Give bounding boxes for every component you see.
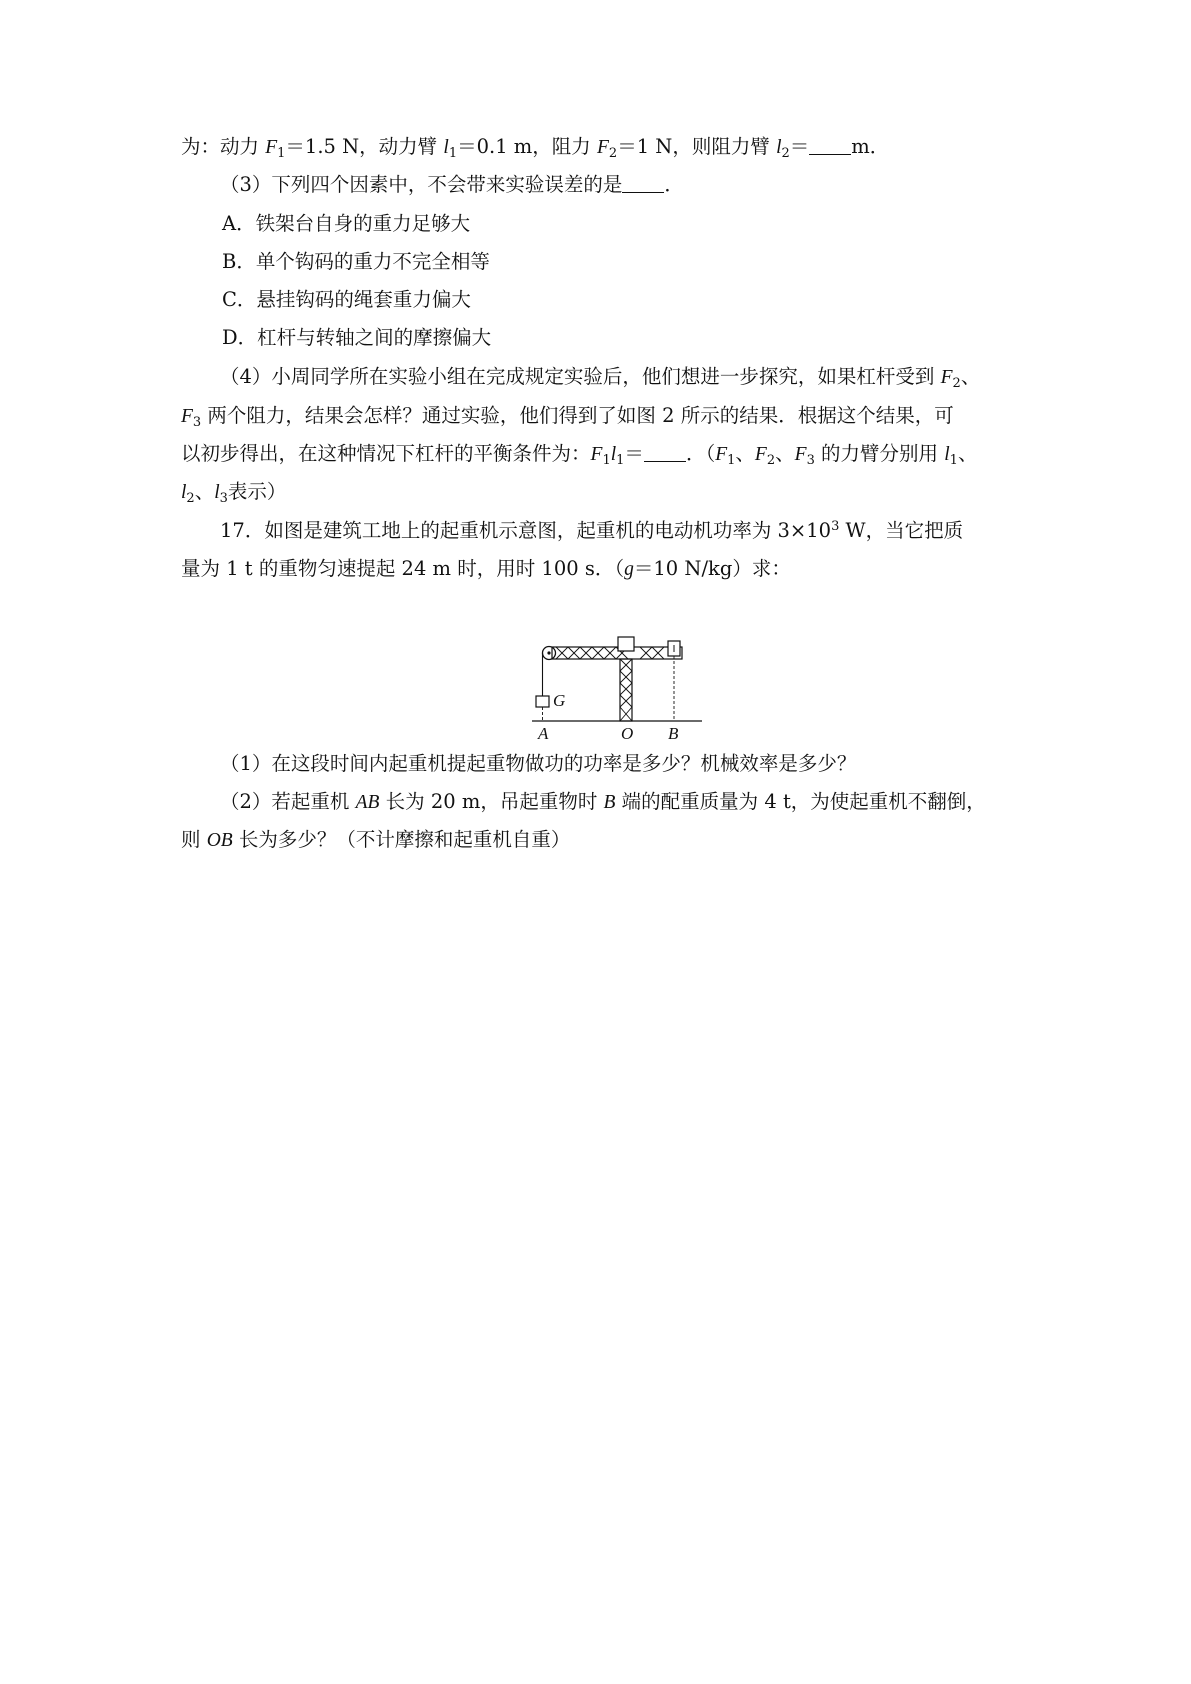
sub-question-1: （1）在这段时间内起重机提起重物做功的功率是多少？机械效率是多少？ — [220, 752, 857, 775]
boom-lattice — [556, 647, 664, 659]
answer-blank — [644, 443, 686, 462]
tower-lattice — [620, 659, 632, 721]
option-b: B．单个钩码的重力不完全相等 — [222, 250, 490, 273]
answer-blank — [809, 136, 851, 155]
problem-17-line-2: 量为 1 t 的重物匀速提起 24 m 时，用时 100 s．（g＝10 N/kg）求： — [181, 557, 791, 580]
crane-diagram — [532, 633, 712, 743]
crane-cab — [618, 637, 634, 651]
option-d: D．杠杆与转轴之间的摩擦偏大 — [222, 326, 492, 349]
answer-blank — [622, 174, 664, 193]
sub-question-2-line-1: （2）若起重机 AB 长为 20 m，吊起重物时 B 端的配重质量为 4 t，为使起重机不翻倒， — [220, 790, 986, 813]
label-o: O — [621, 724, 634, 743]
line-lever-values: 为：动力 $F_1=1.5$ N，动力臂 $l_1=0.1$ m，阻力 $F_2=1$ N，则阻力臂 $l_2= m$． — [181, 135, 890, 161]
question-4-line-2: $F_3$ 两个阻力，结果会怎样？通过实验，他们得到了如图 2 所示的结果．根据这个结果，可 — [181, 404, 954, 430]
sub-question-2-line-2: 则 OB 长为多少？（不计摩擦和起重机自重） — [181, 828, 571, 851]
question-4-line-3: 以初步得出，在这种情况下杠杆的平衡条件为：$F_1l_1=$ ．（$F_1$、$F_2$、$F_3$ 的力臂分别用 $l_1$、 — [181, 442, 978, 468]
problem-17-line-1: 17．如图是建筑工地上的起重机示意图，起重机的电动机功率为 $3\times 10^3$ W，当它把质 — [220, 519, 964, 542]
question-4-line-4: $l_2$、$l_3$表示） — [181, 480, 287, 506]
option-a: A．铁架台自身的重力足够大 — [222, 212, 471, 235]
question-4-line-1: （4）小周同学所在实验小组在完成规定实验后，他们想进一步探究，如果杠杆受到 $F_2$、 — [220, 365, 981, 391]
label-a: A — [538, 724, 549, 743]
crane-tower — [620, 659, 632, 721]
option-c: C．悬挂钩码的绳套重力偏大 — [222, 288, 471, 311]
question-3: （3）下列四个因素中，不会带来实验误差的是 ． — [220, 173, 684, 196]
label-b: B — [668, 724, 679, 743]
load-block — [536, 696, 549, 707]
label-g: G — [553, 691, 566, 710]
